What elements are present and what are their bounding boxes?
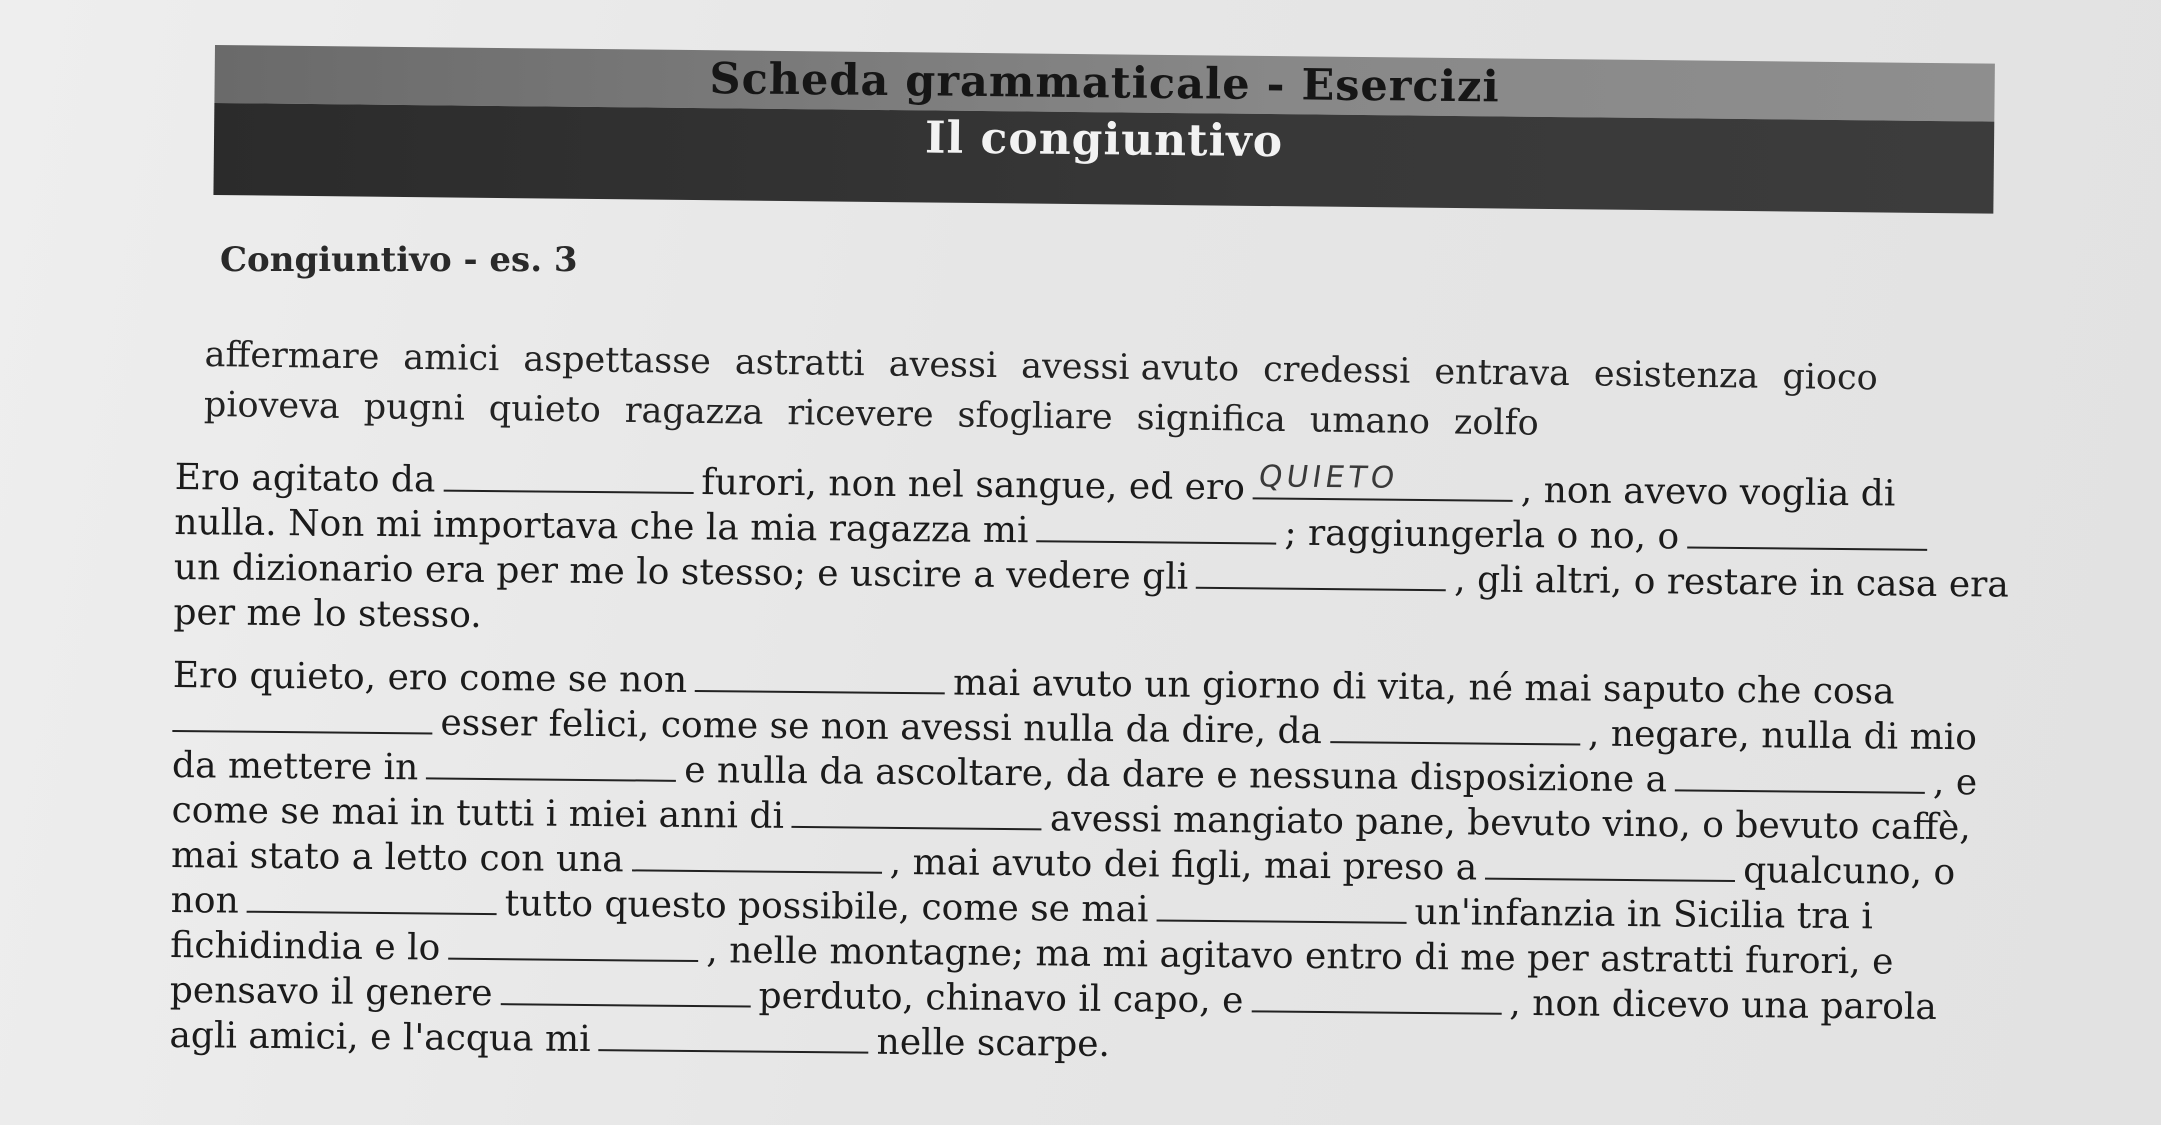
- text-fragment: per me lo stesso.: [173, 591, 482, 636]
- word-bank-word: esistenza: [1593, 354, 1759, 397]
- word-bank-word: astratti: [734, 342, 866, 385]
- blank-field[interactable]: [448, 936, 698, 962]
- paragraph-2: [169, 653, 2023, 1076]
- blank-field[interactable]: [1687, 525, 1927, 551]
- text-fragment: e nulla da ascoltare, da dare e nessuna disposizione a: [684, 749, 1668, 801]
- word-bank-word: umano: [1309, 400, 1431, 443]
- text-fragment: , e: [1932, 761, 1978, 804]
- text-fragment: nelle scarpe.: [876, 1021, 1111, 1066]
- blank-field-filled[interactable]: [1253, 459, 1513, 501]
- word-bank-word: ricevere: [787, 393, 934, 436]
- text-fragment: fichidindia e lo: [170, 924, 441, 969]
- worksheet-header: [213, 45, 1995, 219]
- word-bank-word: pioveva: [203, 384, 341, 427]
- blank-field[interactable]: [1251, 988, 1501, 1014]
- blank-field[interactable]: [443, 468, 693, 494]
- blank-field[interactable]: [599, 1027, 869, 1054]
- word-bank-word: sfogliare: [957, 395, 1113, 438]
- word-bank-word: entrava: [1434, 352, 1571, 395]
- text-fragment: perduto, chinavo il capo, e: [758, 975, 1244, 1022]
- worksheet-subtitle: Il congiuntivo: [924, 112, 1284, 168]
- text-fragment: avessi mangiato pane, bevuto vino, o bevuto caffè,: [1049, 798, 1971, 849]
- word-bank-word: quieto: [488, 388, 602, 431]
- text-fragment: Ero agitato da: [174, 456, 436, 501]
- text-fragment: esser felici, come se non avessi nulla da dire, da: [440, 702, 1323, 753]
- text-fragment: , negare, nulla di mio: [1587, 713, 1978, 759]
- word-bank-word: pugni: [363, 387, 466, 429]
- blank-field[interactable]: [792, 804, 1042, 830]
- blank-field[interactable]: [247, 889, 497, 915]
- text-fragment: qualcuno, o: [1742, 850, 1956, 894]
- exercise-label: Congiuntivo - es. 3: [220, 240, 578, 280]
- text-fragment: mai avuto un giorno di vita, né mai saputo che cosa: [952, 662, 1895, 713]
- word-bank-word: ragazza: [624, 390, 764, 433]
- word-bank-word: affermare: [204, 334, 380, 378]
- text-fragment: da mettere in: [171, 744, 419, 789]
- blank-field[interactable]: [1036, 518, 1276, 544]
- text-fragment: pensavo il genere: [169, 969, 493, 1015]
- word-bank: [204, 330, 1975, 455]
- word-bank-word: amici: [403, 337, 500, 380]
- blank-field[interactable]: [172, 708, 432, 734]
- handwritten-answer: QUIETO: [1256, 459, 1401, 496]
- word-bank-word: avessi: [888, 344, 998, 387]
- word-bank-word: avessi avuto: [1020, 346, 1240, 390]
- text-fragment: non: [170, 879, 239, 922]
- exercise-text: [169, 455, 2025, 1076]
- text-fragment: come se mai in tutti i miei anni di: [171, 789, 785, 837]
- text-fragment: ; raggiungerla o no, o: [1284, 512, 1680, 558]
- blank-field[interactable]: [632, 847, 882, 873]
- text-fragment: un'infanzia in Sicilia tra i: [1414, 891, 1874, 938]
- word-bank-word: credessi: [1262, 349, 1411, 392]
- text-fragment: un dizionario era per me lo stesso; e uscire a vedere gli: [173, 546, 1189, 598]
- blank-field[interactable]: [695, 668, 945, 694]
- word-bank-word: gioco: [1782, 357, 1878, 399]
- text-fragment: agli amici, e l'acqua mi: [169, 1014, 591, 1061]
- blank-field[interactable]: [426, 755, 676, 781]
- blank-field[interactable]: [1196, 565, 1446, 591]
- text-fragment: , non dicevo una parola: [1509, 982, 1938, 1028]
- text-fragment: tutto questo possibile, come se mai: [504, 883, 1149, 931]
- header-band-bottom: [213, 103, 1994, 214]
- word-bank-word: aspettasse: [523, 339, 712, 383]
- text-fragment: Ero quieto, ero come se non: [172, 654, 688, 701]
- text-fragment: , non avevo voglia di: [1520, 469, 1896, 515]
- word-bank-word: zolfo: [1453, 402, 1539, 444]
- word-bank-word: significa: [1136, 398, 1287, 441]
- text-fragment: , gli altri, o restare in casa era: [1454, 559, 2009, 606]
- text-fragment: furori, non nel sangue, ed ero: [701, 462, 1246, 509]
- blank-field[interactable]: [500, 981, 750, 1007]
- text-fragment: , nelle montagne; ma mi agitavo entro di me per astratti furori, e: [706, 930, 1894, 983]
- blank-field[interactable]: [1485, 856, 1735, 882]
- worksheet-title: Scheda grammaticale - Esercizi: [709, 54, 1500, 113]
- paragraph-1: [173, 455, 2025, 653]
- blank-field[interactable]: [1156, 897, 1406, 923]
- text-fragment: mai stato a letto con una: [170, 834, 624, 881]
- text-fragment: nulla. Non mi importava che la mia ragazza mi: [174, 501, 1029, 552]
- text-fragment: , mai avuto dei figli, mai preso a: [889, 841, 1478, 889]
- blank-field[interactable]: [1675, 767, 1925, 793]
- blank-field[interactable]: [1330, 719, 1580, 745]
